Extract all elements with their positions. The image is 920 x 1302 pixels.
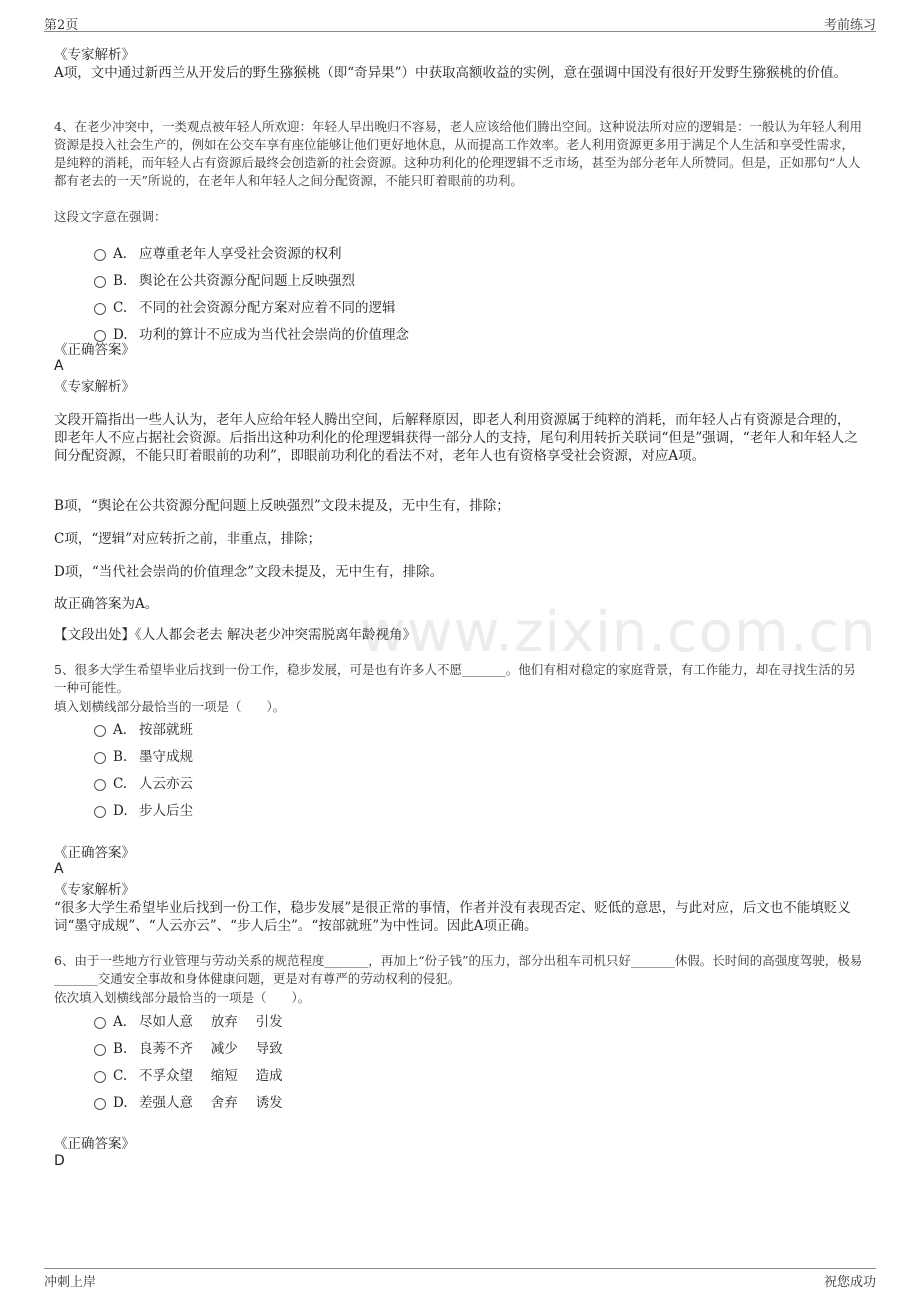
option-c[interactable]: C. 人云亦云 — [94, 775, 193, 793]
radio-icon[interactable] — [94, 779, 106, 791]
option-c[interactable]: C. 不孚众望 缩短 造成 — [94, 1067, 283, 1085]
analysis-paragraph: D项，“当代社会崇尚的价值理念”文段未提及，无中生有，排除。 — [54, 564, 444, 580]
source-citation: 【文段出处】《人人都会老去 解决老少冲突需脱离年龄视角》 — [54, 627, 417, 643]
option-d[interactable]: D. 步人后尘 — [94, 802, 193, 820]
question-5-prompt: 填入划横线部分最恰当的一项是（ ）。 — [54, 699, 286, 714]
answer-value: D — [54, 1153, 65, 1169]
option-b[interactable]: B. 墨守成规 — [94, 748, 193, 766]
answer-value: A — [54, 861, 64, 877]
question-4-text: 4、在老少冲突中，一类观点被年轻人所欢迎：年轻人早出晚归不容易，老人应该给他们腾出空间。这种说法所对应的逻辑是：一般认为年轻人利用资源是投入社会生产的，例如在公交车享有座位能够让他们更好地休息，从而提高工作效率。老人利用资源更多用于满足个人生活和享受性需求，是纯粹的消耗，而年轻人占有资源后最终会创造新的社会资源。这种功利化的伦理逻辑不乏市场，甚至为部分老年人所赞同。但是，正如那句“人人都有老去的一天”所说的，在老年人和年轻人之间分配资源，不能只盯着眼前的功利。 — [54, 119, 862, 188]
answer-label: 《正确答案》 — [54, 845, 135, 861]
question-6-prompt: 依次填入划横线部分最恰当的一项是（ ）。 — [54, 990, 311, 1005]
radio-icon[interactable] — [94, 276, 106, 288]
option-a[interactable]: A． 应尊重老年人享受社会资源的权利 — [94, 245, 342, 263]
answer-value: A — [54, 358, 64, 374]
expert-label: 《专家解析》 — [54, 882, 135, 898]
radio-icon[interactable] — [94, 1071, 106, 1083]
header-title: 考前练习 — [823, 18, 876, 33]
radio-icon[interactable] — [94, 806, 106, 818]
radio-icon[interactable] — [94, 1044, 106, 1056]
footer-left: 冲刺上岸 — [44, 1275, 97, 1290]
expert-label: 《专家解析》 — [54, 47, 135, 63]
radio-icon[interactable] — [94, 752, 106, 764]
analysis-paragraph: 文段开篇指出一些人认为，老年人应给年轻人腾出空间，后解释原因，即老人利用资源属于纯粹的消耗，而年轻人占有资源是合理的，即老年人不应占据社会资源。后指出这种功利化的伦理逻辑获得一部分人的支持，尾句利用转折关联词“但是”强调，“老年人和年轻人之间分配资源，不能只盯着眼前的功利”，即眼前功利化的看法不对，老年人也有资格享受社会资源，对应A项。 — [54, 412, 858, 464]
option-b[interactable]: B. 舆论在公共资源分配问题上反映强烈 — [94, 272, 355, 290]
radio-icon[interactable] — [94, 1017, 106, 1029]
question-6-text: 6、由于一些地方行业管理与劳动关系的规范程度_______，再加上“份子钱”的压力，部分出租车司机只好_______休假。长时间的高强度驾驶，极易_______交通安全事故和身体健康问题，更是对有尊严的劳动权利的侵犯。 — [54, 953, 863, 986]
answer-label: 《正确答案》 — [54, 342, 135, 358]
option-b[interactable]: B. 良莠不齐 减少 导致 — [94, 1040, 283, 1058]
header-divider — [44, 31, 876, 32]
radio-icon[interactable] — [94, 1098, 106, 1110]
option-a[interactable]: A． 按部就班 — [94, 721, 193, 739]
option-a[interactable]: A． 尽如人意 放弃 引发 — [94, 1013, 283, 1031]
answer-label: 《正确答案》 — [54, 1136, 135, 1152]
expert-analysis: A项，文中通过新西兰从开发后的野生猕猴桃（即“奇异果”）中获取高额收益的实例，意在强调中国没有很好开发野生猕猴桃的价值。 — [54, 65, 848, 81]
page-number: 第2页 — [44, 18, 79, 33]
question-4-prompt: 这段文字意在强调： — [54, 209, 167, 224]
footer-divider — [44, 1268, 876, 1269]
expert-analysis: “很多大学生希望毕业后找到一份工作，稳步发展”是很正常的事情，作者并没有表现否定、贬低的意思，与此对应，后文也不能填贬义词“墨守成规”、“人云亦云”、“步人后尘”。“按部就班”为中性词。因此A项正确。 — [54, 900, 851, 934]
option-c[interactable]: C. 不同的社会资源分配方案对应着不同的逻辑 — [94, 299, 396, 317]
watermark: www.zixin.com.cn — [360, 600, 877, 665]
footer-right: 祝您成功 — [823, 1275, 876, 1290]
option-d[interactable]: D. 差强人意 舍弃 诱发 — [94, 1094, 283, 1112]
page-header — [44, 14, 876, 33]
radio-icon[interactable] — [94, 725, 106, 737]
question-5-text: 5、很多大学生希望毕业后找到一份工作，稳步发展，可是也有许多人不愿_______。他们有相对稳定的家庭背景，有工作能力，却在寻找生活的另一种可能性。 — [54, 662, 856, 695]
analysis-paragraph: B项，“舆论在公共资源分配问题上反映强烈”文段未提及，无中生有，排除； — [54, 498, 510, 514]
analysis-paragraph: C项，“逻辑”对应转折之前，非重点，排除； — [54, 531, 322, 547]
option-d[interactable]: D. 功利的算计不应成为当代社会崇尚的价值理念 — [94, 326, 409, 344]
analysis-paragraph: 故正确答案为A。 — [54, 596, 159, 612]
expert-label: 《专家解析》 — [54, 379, 135, 395]
radio-icon[interactable] — [94, 303, 106, 315]
radio-icon[interactable] — [94, 249, 106, 261]
